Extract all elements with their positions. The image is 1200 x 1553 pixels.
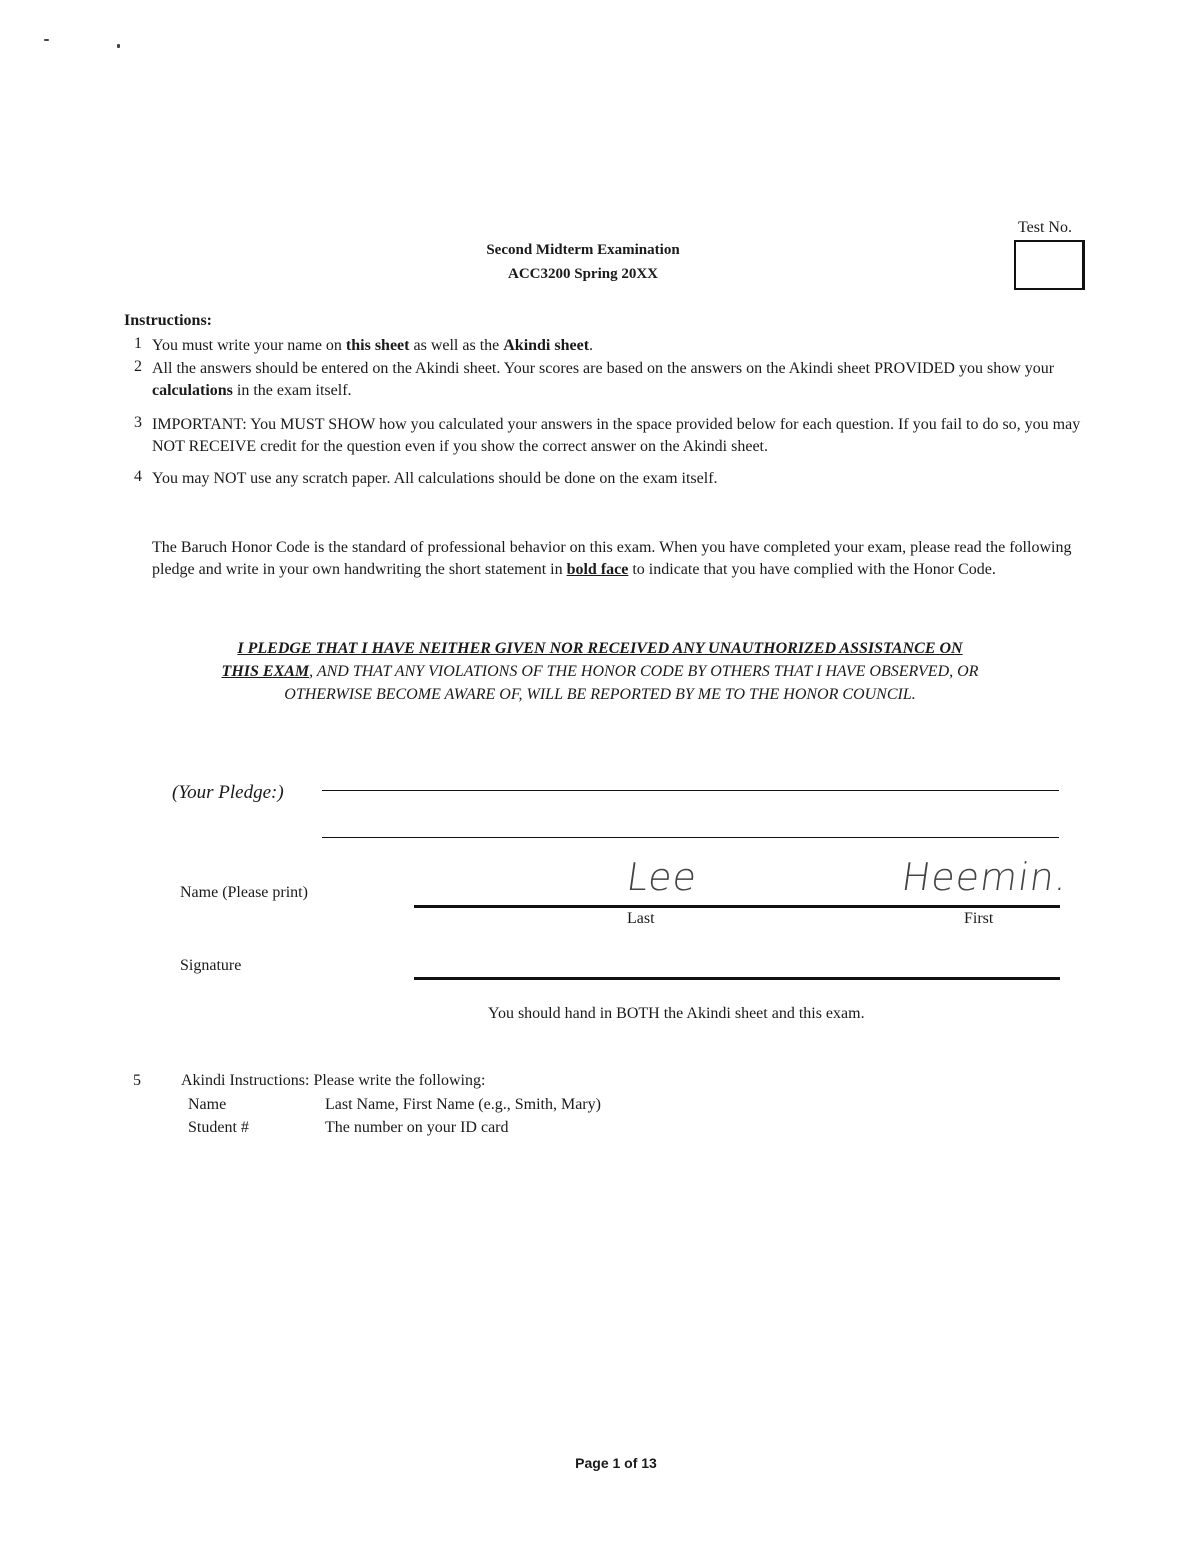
honor-code-paragraph: The Baruch Honor Code is the standard of professional behavior on this exam. When you have completed your exam, please read the following pledge and write in your own handwriting the short statement in bold face to indicate that you have complied with the Honor Code.: [152, 539, 1072, 578]
pledge-line[interactable]: [322, 837, 1059, 838]
akindi-number: 5: [133, 1072, 141, 1089]
last-caption: Last: [627, 910, 655, 927]
akindi-value: The number on your ID card: [325, 1119, 509, 1136]
akindi-heading: Akindi Instructions: Please write the following:: [181, 1072, 486, 1089]
akindi-key: Name: [188, 1096, 227, 1113]
instructions-heading: Instructions:: [124, 312, 213, 329]
instruction-number: 2: [134, 358, 142, 375]
scan-speck: [44, 39, 49, 41]
instruction-number: 4: [134, 468, 142, 485]
first-name-value: Heemin.: [898, 855, 1072, 899]
test-no-box[interactable]: [1014, 240, 1085, 290]
instruction-number: 3: [134, 414, 142, 431]
akindi-key: Student #: [188, 1119, 249, 1136]
instruction-item-1: You must write your name on this sheet as well as the Akindi sheet.: [152, 337, 594, 354]
pledge-line-1: I PLEDGE THAT I HAVE NEITHER GIVEN NOR RECEIVED ANY UNAUTHORIZED ASSISTANCE ON: [237, 640, 963, 657]
instruction-item-2: All the answers should be entered on the Akindi sheet. Your scores are based on the answers on the Akindi sheet PROVIDED you show your calculations in the exam itself.: [152, 360, 1055, 399]
name-line[interactable]: [414, 905, 1060, 908]
exam-title: Second Midterm Examination: [486, 242, 680, 258]
last-name-value: Lee: [623, 855, 701, 899]
pledge-line-2: THIS EXAM, AND THAT ANY VIOLATIONS OF THE HONOR CODE BY OTHERS THAT I HAVE OBSERVED, OR: [221, 663, 979, 680]
name-label: Name (Please print): [180, 884, 308, 901]
pledge-line-3: OTHERWISE BECOME AWARE OF, WILL BE REPORTED BY ME TO THE HONOR COUNCIL.: [284, 686, 916, 703]
first-caption: First: [964, 910, 994, 927]
pledge-line[interactable]: [322, 790, 1059, 791]
signature-line[interactable]: [414, 977, 1060, 980]
pledge-label: (Your Pledge:): [172, 782, 284, 803]
test-no-label: Test No.: [1018, 219, 1072, 236]
page-number: Page 1 of 13: [575, 1455, 657, 1471]
signature-label: Signature: [180, 957, 242, 974]
instruction-item-3: IMPORTANT: You MUST SHOW how you calculated your answers in the space provided below for each question. If you fail to do so, you may NOT RECEIVE credit for the question even if you show the correct answer on the Akindi sheet.: [152, 416, 1081, 455]
instruction-number: 1: [134, 335, 142, 352]
instruction-item-4: You may NOT use any scratch paper. All calculations should be done on the exam itself.: [152, 470, 718, 487]
akindi-value: Last Name, First Name (e.g., Smith, Mary): [325, 1096, 601, 1113]
hand-in-note: You should hand in BOTH the Akindi sheet and this exam.: [488, 1005, 865, 1022]
course-title: ACC3200 Spring 20XX: [507, 266, 658, 282]
scan-speck: [117, 44, 120, 48]
